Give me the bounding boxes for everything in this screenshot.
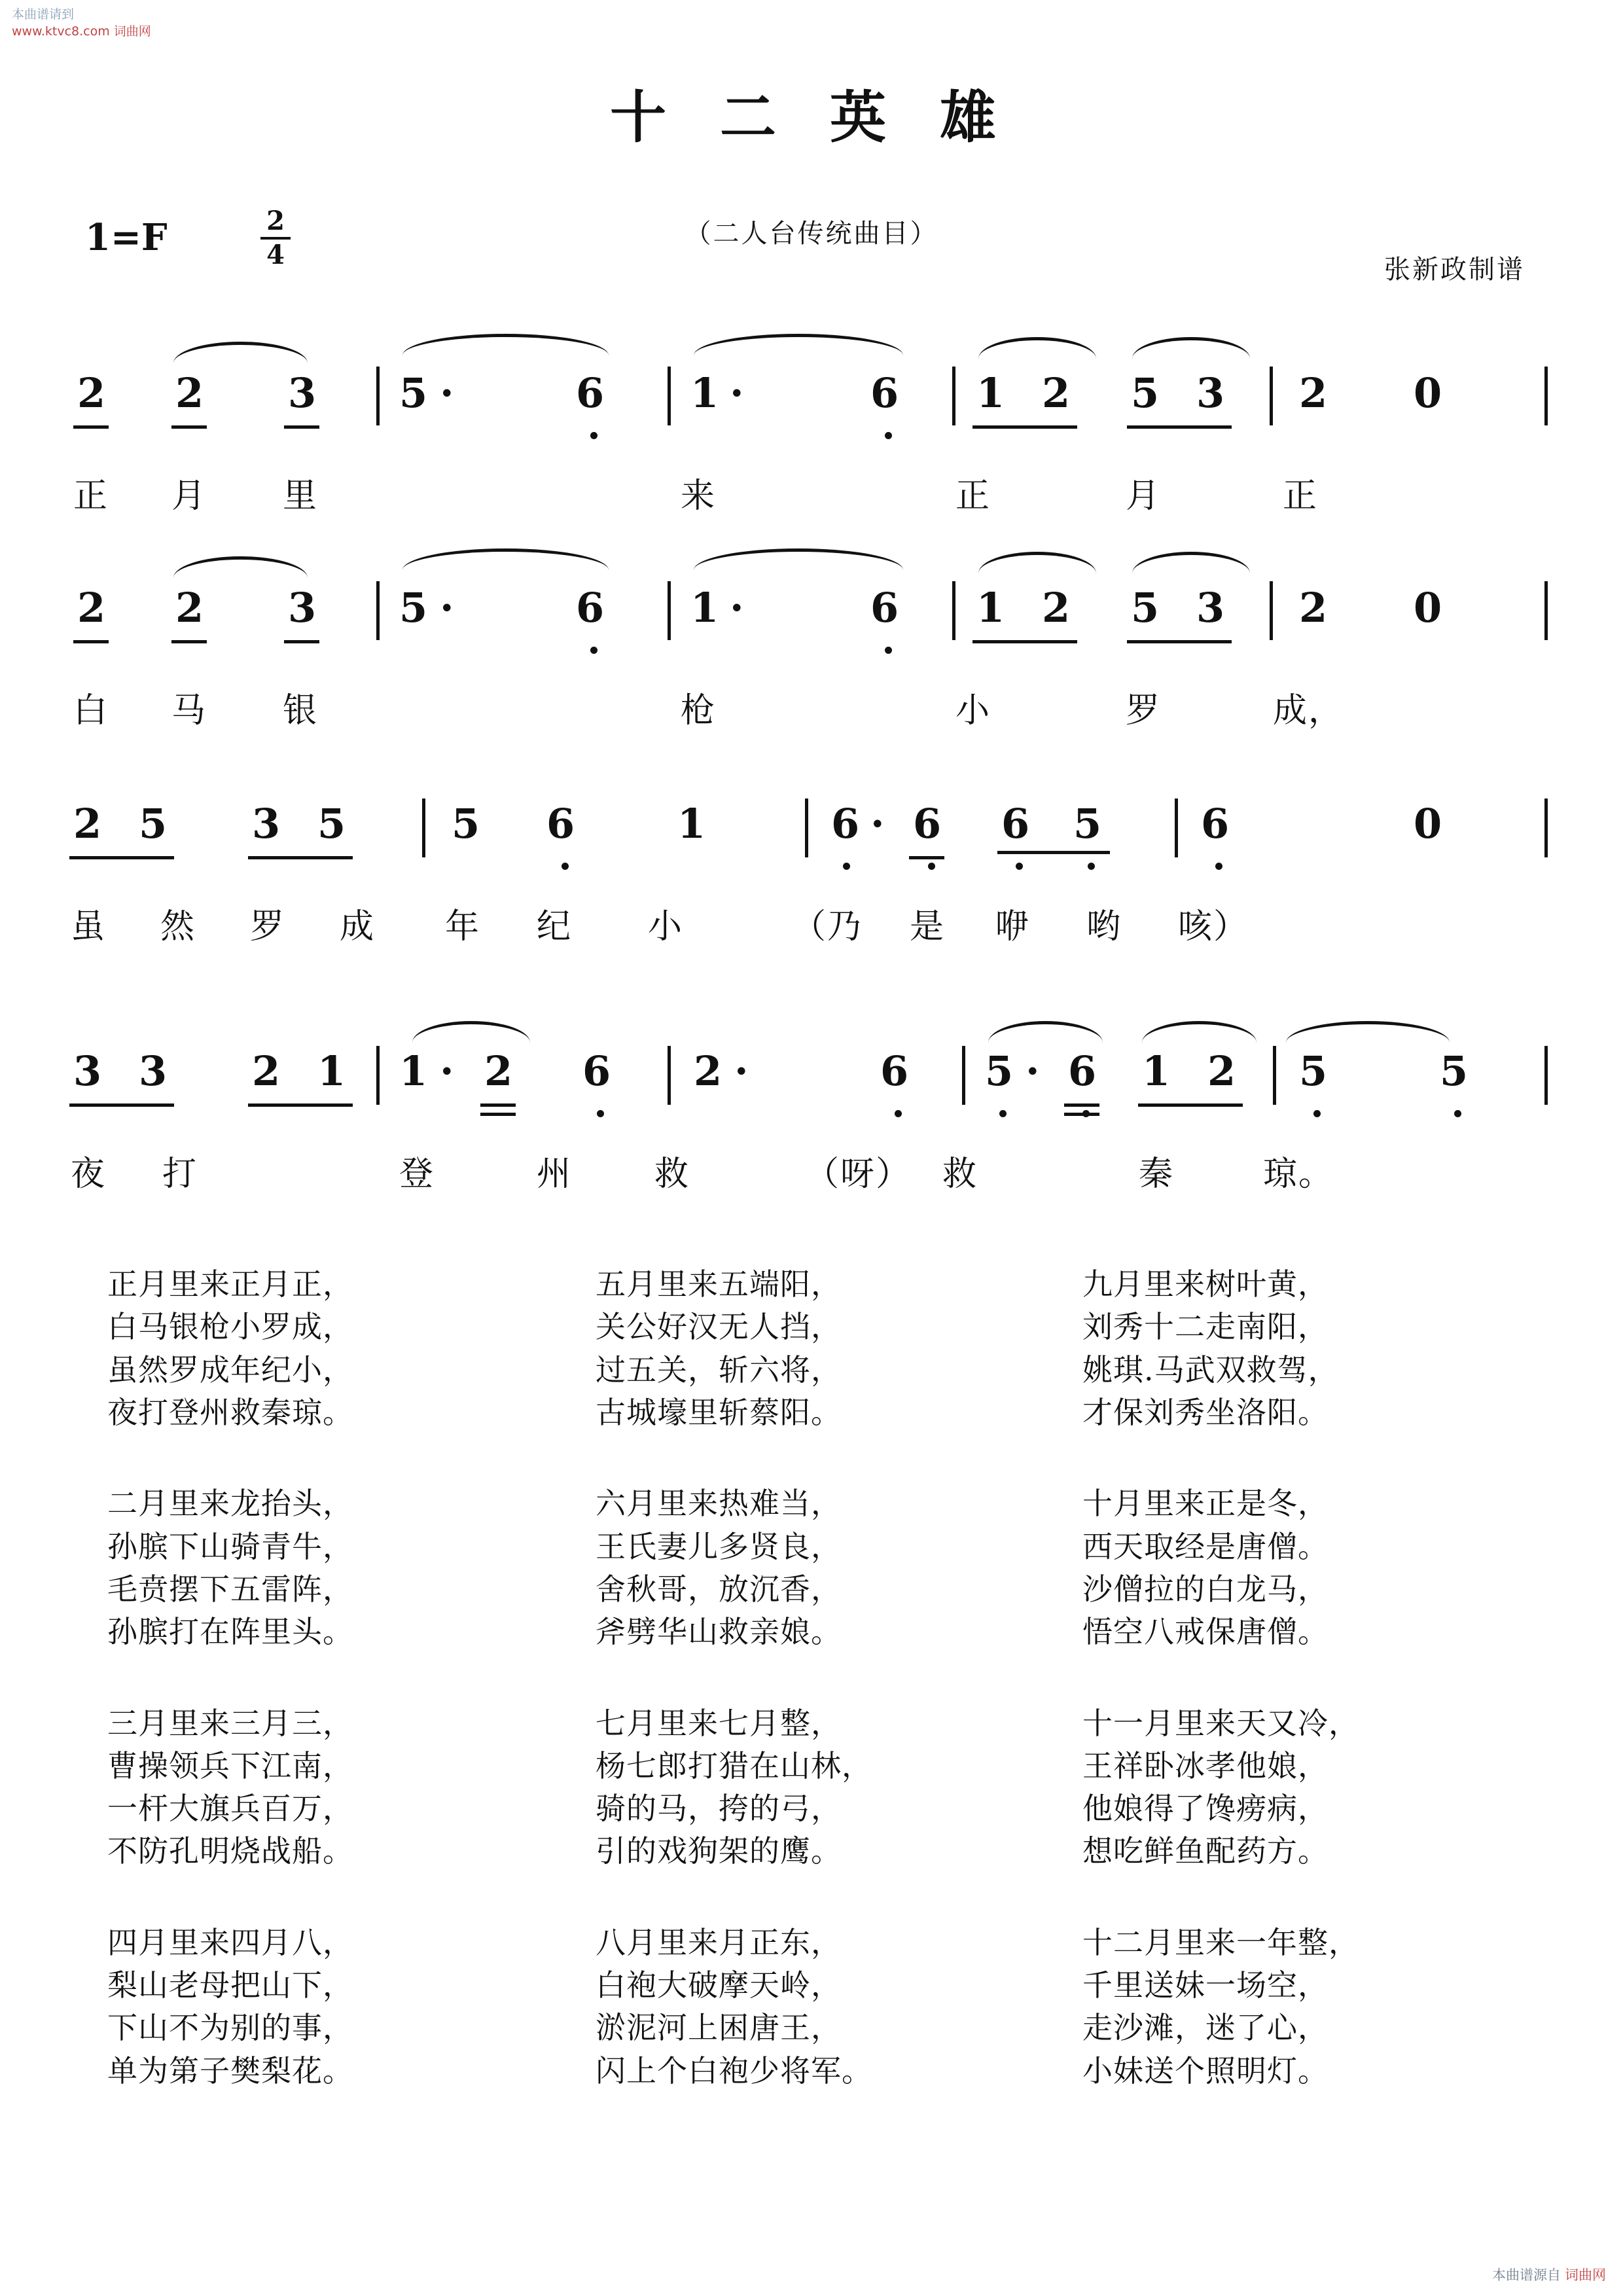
note: 1 bbox=[976, 369, 1005, 417]
octave-dot bbox=[843, 863, 850, 870]
lyric-syllable: 然 bbox=[160, 907, 196, 946]
note: 5 bbox=[452, 800, 480, 848]
note: 2 bbox=[252, 1047, 281, 1095]
octave-dot bbox=[999, 1110, 1007, 1117]
note: 2 bbox=[73, 800, 102, 848]
lyric-syllable: 虽 bbox=[71, 907, 107, 946]
note: 6 bbox=[1201, 800, 1230, 848]
lyric-syllable: 夜 bbox=[71, 1155, 107, 1194]
verse-block bbox=[589, 1702, 1034, 1873]
octave-dot bbox=[1088, 863, 1095, 870]
verse-line: 引的戏狗架的鹰。 bbox=[596, 1833, 842, 1869]
verse-line: 一杆大旗兵百万， bbox=[107, 1791, 353, 1827]
verse-column-3 bbox=[1080, 1263, 1525, 2141]
page-title: 十 二 英 雄 bbox=[610, 84, 1013, 151]
verse-block bbox=[98, 1263, 543, 1434]
beam bbox=[248, 856, 353, 859]
note: 1 bbox=[399, 1047, 428, 1095]
note: 3 bbox=[252, 800, 281, 848]
lyric-syllable: 银 bbox=[283, 691, 319, 730]
verse-block bbox=[1080, 1702, 1525, 1873]
note: 0 bbox=[1414, 369, 1442, 417]
verse-line: 正月里来正月正， bbox=[107, 1266, 353, 1302]
note: 3 bbox=[288, 584, 317, 632]
note: 0 bbox=[1414, 584, 1442, 632]
verse-line: 三月里来三月三， bbox=[107, 1705, 353, 1741]
slur-icon bbox=[694, 548, 903, 570]
lyric-syllable: 正 bbox=[1283, 476, 1319, 516]
watermark-top-left bbox=[12, 7, 151, 40]
verse-line: 想吃鲜鱼配药方。 bbox=[1082, 1833, 1329, 1869]
octave-dot bbox=[928, 863, 935, 870]
note: 6 bbox=[546, 800, 575, 848]
barline bbox=[422, 798, 425, 857]
lyric-syllable: 来 bbox=[681, 476, 717, 516]
barline bbox=[1544, 367, 1548, 425]
dot-extension: · bbox=[870, 800, 885, 848]
composer-credit: 张新政制谱 bbox=[1384, 255, 1525, 285]
slur-icon bbox=[1142, 1021, 1257, 1043]
note: 6 bbox=[870, 369, 899, 417]
barline bbox=[952, 581, 955, 640]
verse-line: 悟空八戒保唐僧。 bbox=[1082, 1614, 1329, 1650]
note: 1 bbox=[677, 800, 706, 848]
verse-line: 孙膑下山骑青牛， bbox=[107, 1528, 353, 1564]
barline bbox=[668, 1046, 671, 1105]
barline bbox=[1175, 798, 1178, 857]
note: 1 bbox=[976, 584, 1005, 632]
barline bbox=[1273, 1046, 1276, 1105]
slur-icon bbox=[988, 1021, 1103, 1043]
verse-line: 西天取经是唐僧。 bbox=[1082, 1528, 1329, 1564]
beam bbox=[69, 856, 174, 859]
beam bbox=[284, 640, 319, 643]
barline bbox=[376, 581, 380, 640]
barline bbox=[952, 367, 955, 425]
verse-line: 孙膑打在阵里头。 bbox=[107, 1614, 353, 1650]
slur-icon bbox=[1286, 1021, 1450, 1043]
verse-line: 毛贲摆下五雷阵， bbox=[107, 1571, 353, 1607]
verse-line: 沙僧拉的白龙马， bbox=[1082, 1571, 1329, 1607]
verse-line: 王祥卧冰孝他娘， bbox=[1082, 1748, 1329, 1784]
beam bbox=[73, 640, 109, 643]
slur-icon bbox=[402, 334, 609, 355]
octave-dot bbox=[1454, 1110, 1461, 1117]
beam bbox=[972, 425, 1077, 429]
note: 3 bbox=[1196, 584, 1225, 632]
note: 2 bbox=[1299, 369, 1328, 417]
slur-icon bbox=[402, 548, 609, 570]
beam bbox=[1138, 1103, 1243, 1107]
note: 5 bbox=[1131, 369, 1160, 417]
slur-icon bbox=[1132, 337, 1250, 359]
verse-line: 过五关，斩六将， bbox=[596, 1352, 842, 1388]
verse-line: 骑的马，挎的弓， bbox=[596, 1791, 842, 1827]
note: 6 bbox=[831, 800, 860, 848]
verse-line: 六月里来热难当， bbox=[596, 1486, 842, 1522]
verse-line: 十一月里来天又冷， bbox=[1082, 1705, 1359, 1741]
dot-extension: · bbox=[440, 1047, 454, 1095]
verse-line: 不防孔明烧战船。 bbox=[107, 1833, 353, 1869]
note: 0 bbox=[1414, 800, 1442, 848]
verse-block bbox=[98, 1482, 543, 1653]
verse-line: 夜打登州救秦琼。 bbox=[107, 1394, 353, 1430]
verse-block bbox=[589, 1922, 1034, 2092]
note: 5 bbox=[1440, 1047, 1469, 1095]
lyric-syllable: 纪 bbox=[537, 907, 573, 946]
lyric-syllable: 正 bbox=[73, 476, 109, 516]
octave-dot bbox=[1313, 1110, 1321, 1117]
note: 2 bbox=[694, 1047, 722, 1095]
verse-line: 古城壕里斩蔡阳。 bbox=[596, 1394, 842, 1430]
lyric-syllable: （呀） bbox=[805, 1155, 912, 1194]
beam bbox=[171, 425, 207, 429]
verse-line: 七月里来七月整， bbox=[596, 1705, 842, 1741]
barline bbox=[962, 1046, 965, 1105]
barline bbox=[668, 581, 671, 640]
beam bbox=[1064, 1113, 1099, 1116]
note: 3 bbox=[139, 1047, 168, 1095]
beam bbox=[480, 1103, 516, 1107]
lyric-syllable: 秦 bbox=[1139, 1155, 1175, 1194]
note: 6 bbox=[880, 1047, 909, 1095]
lyric-syllable: 马 bbox=[171, 691, 207, 730]
octave-dot bbox=[597, 1110, 604, 1117]
lyric-syllable: 是 bbox=[910, 907, 946, 946]
lyric-syllable: 救 bbox=[654, 1155, 690, 1194]
verse-line: 曹操领兵下江南， bbox=[107, 1748, 353, 1784]
slur-icon bbox=[694, 334, 903, 355]
dot-extension: · bbox=[440, 584, 454, 632]
verse-line: 下山不为别的事， bbox=[107, 2010, 353, 2046]
verse-line: 关公好汉无人挡， bbox=[596, 1309, 842, 1345]
octave-dot bbox=[590, 647, 597, 654]
lyric-syllable: 月 bbox=[1126, 476, 1162, 516]
verse-line: 才保刘秀坐洛阳。 bbox=[1082, 1394, 1329, 1430]
slur-icon bbox=[173, 556, 308, 578]
note: 2 bbox=[484, 1047, 513, 1095]
note: 2 bbox=[77, 369, 106, 417]
verse-line: 白袍大破摩天岭， bbox=[596, 1967, 842, 2003]
verse-line: 刘秀十二走南阳， bbox=[1082, 1309, 1329, 1345]
slur-icon bbox=[412, 1021, 530, 1043]
verse-line: 虽然罗成年纪小， bbox=[107, 1352, 353, 1388]
barline bbox=[1270, 581, 1273, 640]
lyric-syllable: 罗 bbox=[1126, 691, 1162, 730]
note: 6 bbox=[1068, 1047, 1097, 1095]
time-signature bbox=[260, 208, 291, 268]
verse-line: 他娘得了馋痨病， bbox=[1082, 1791, 1329, 1827]
beam bbox=[73, 425, 109, 429]
note: 1 bbox=[690, 584, 719, 632]
verse-line: 淤泥河上困唐王， bbox=[596, 2010, 842, 2046]
note: 2 bbox=[77, 584, 106, 632]
watermark-bottom-right-text: 本曲谱源自 bbox=[1492, 2267, 1561, 2283]
note: 3 bbox=[288, 369, 317, 417]
verse-line: 八月里来月正东， bbox=[596, 1924, 842, 1960]
dot-extension: · bbox=[734, 1047, 749, 1095]
note: 6 bbox=[1001, 800, 1030, 848]
watermark-top-left-line2: www.ktvc8.com 词曲网 bbox=[12, 24, 151, 39]
verse-columns bbox=[98, 1263, 1525, 2141]
note: 5 bbox=[985, 1047, 1014, 1095]
verse-line: 单为第子樊梨花。 bbox=[107, 2053, 353, 2089]
note: 2 bbox=[175, 584, 204, 632]
note: 3 bbox=[73, 1047, 102, 1095]
verse-line: 舍秋哥，放沉香， bbox=[596, 1571, 842, 1607]
note: 2 bbox=[1042, 584, 1071, 632]
beam bbox=[909, 856, 944, 859]
note: 6 bbox=[913, 800, 942, 848]
verse-line: 五月里来五端阳， bbox=[596, 1266, 842, 1302]
lyric-syllable: 咿 bbox=[995, 907, 1031, 946]
lyric-syllable: 哟 bbox=[1086, 907, 1122, 946]
octave-dot bbox=[1016, 863, 1023, 870]
beam bbox=[1064, 1103, 1099, 1107]
barline bbox=[376, 1046, 380, 1105]
time-signature-denominator: 4 bbox=[266, 240, 285, 270]
lyric-syllable: 正 bbox=[955, 476, 991, 516]
lyric-syllable: 州 bbox=[537, 1155, 573, 1194]
octave-dot bbox=[1215, 863, 1222, 870]
lyric-syllable: 月 bbox=[171, 476, 207, 516]
barline bbox=[668, 367, 671, 425]
verse-line: 十二月里来一年整， bbox=[1082, 1924, 1359, 1960]
slur-icon bbox=[978, 552, 1096, 573]
note: 6 bbox=[576, 584, 605, 632]
note: 3 bbox=[1196, 369, 1225, 417]
slur-icon bbox=[1132, 552, 1250, 573]
dot-extension: · bbox=[440, 369, 454, 417]
note: 5 bbox=[1131, 584, 1160, 632]
verse-block bbox=[1080, 1263, 1525, 1434]
barline bbox=[1544, 1046, 1548, 1105]
beam bbox=[997, 851, 1110, 854]
octave-dot bbox=[895, 1110, 902, 1117]
note: 5 bbox=[399, 369, 428, 417]
note: 5 bbox=[1299, 1047, 1328, 1095]
lyric-syllable: 成， bbox=[1273, 691, 1344, 730]
lyric-syllable: （乃 bbox=[792, 907, 863, 946]
note: 6 bbox=[576, 369, 605, 417]
beam bbox=[171, 640, 207, 643]
verse-block bbox=[1080, 1922, 1525, 2092]
note: 5 bbox=[317, 800, 346, 848]
note: 6 bbox=[582, 1047, 611, 1095]
page-subtitle: （二人台传统曲目） bbox=[685, 219, 938, 249]
key-signature: 1=F bbox=[85, 216, 168, 259]
lyric-syllable: 打 bbox=[162, 1155, 198, 1194]
lyric-syllable: 琼。 bbox=[1263, 1155, 1334, 1194]
lyric-syllable: 救 bbox=[942, 1155, 978, 1194]
note: 5 bbox=[399, 584, 428, 632]
beam bbox=[69, 1103, 174, 1107]
dot-extension: · bbox=[730, 369, 744, 417]
verse-line: 杨七郎打猎在山林， bbox=[596, 1748, 872, 1784]
note: 2 bbox=[1299, 584, 1328, 632]
verse-line: 四月里来四月八， bbox=[107, 1924, 353, 1960]
verse-line: 十月里来正是冬， bbox=[1082, 1486, 1329, 1522]
watermark-bottom-right bbox=[1492, 2265, 1606, 2284]
beam bbox=[248, 1103, 353, 1107]
octave-dot bbox=[590, 432, 597, 439]
beam bbox=[1127, 425, 1232, 429]
verse-line: 王氏妻儿多贤良， bbox=[596, 1528, 842, 1564]
barline bbox=[1544, 581, 1548, 640]
slur-icon bbox=[978, 337, 1096, 359]
barline bbox=[805, 798, 808, 857]
octave-dot bbox=[885, 432, 892, 439]
barline bbox=[1270, 367, 1273, 425]
lyric-syllable: 里 bbox=[283, 476, 319, 516]
note: 2 bbox=[1207, 1047, 1236, 1095]
note: 6 bbox=[870, 584, 899, 632]
verse-block bbox=[1080, 1482, 1525, 1653]
verse-column-1 bbox=[98, 1263, 543, 2141]
verse-column-2 bbox=[589, 1263, 1034, 2141]
verse-line: 二月里来龙抬头， bbox=[107, 1486, 353, 1522]
note: 1 bbox=[317, 1047, 346, 1095]
verse-line: 九月里来树叶黄， bbox=[1082, 1266, 1329, 1302]
lyric-syllable: 枪 bbox=[681, 691, 717, 730]
lyric-syllable: 登 bbox=[399, 1155, 435, 1194]
verse-line: 小妹送个照明灯。 bbox=[1082, 2053, 1329, 2089]
verse-line: 走沙滩，迷了心， bbox=[1082, 2010, 1329, 2046]
note: 5 bbox=[139, 800, 168, 848]
note: 5 bbox=[1073, 800, 1102, 848]
note: 2 bbox=[1042, 369, 1071, 417]
beam bbox=[1127, 640, 1232, 643]
verse-line: 千里送妹一场空， bbox=[1082, 1967, 1329, 2003]
slur-icon bbox=[173, 342, 308, 363]
lyric-syllable: 小 bbox=[648, 907, 684, 946]
verse-line: 姚琪.马武双救驾， bbox=[1082, 1352, 1339, 1388]
beam bbox=[480, 1113, 516, 1116]
verse-block bbox=[589, 1482, 1034, 1653]
octave-dot bbox=[885, 647, 892, 654]
verse-line: 白马银枪小罗成， bbox=[107, 1309, 353, 1345]
note: 1 bbox=[690, 369, 719, 417]
time-signature-numerator: 2 bbox=[266, 206, 285, 236]
lyric-syllable: 罗 bbox=[250, 907, 286, 946]
verse-line: 梨山老母把山下， bbox=[107, 1967, 353, 2003]
barline bbox=[1544, 798, 1548, 857]
verse-line: 斧劈华山救亲娘。 bbox=[596, 1614, 842, 1650]
lyric-syllable: 年 bbox=[445, 907, 481, 946]
beam bbox=[284, 425, 319, 429]
note: 1 bbox=[1142, 1047, 1171, 1095]
watermark-bottom-right-accent: 词曲网 bbox=[1565, 2267, 1606, 2283]
watermark-top-left-line1: 本曲谱请到 bbox=[12, 7, 75, 22]
dot-extension: · bbox=[1026, 1047, 1040, 1095]
note: 2 bbox=[175, 369, 204, 417]
verse-block bbox=[98, 1702, 543, 1873]
dot-extension: · bbox=[730, 584, 744, 632]
lyric-syllable: 白 bbox=[73, 691, 109, 730]
octave-dot bbox=[562, 863, 569, 870]
lyric-syllable: 小 bbox=[955, 691, 991, 730]
beam bbox=[972, 640, 1077, 643]
verse-block bbox=[98, 1922, 543, 2092]
lyric-syllable: 咳） bbox=[1178, 907, 1249, 946]
verse-line: 闪上个白袍少将军。 bbox=[596, 2053, 872, 2089]
verse-block bbox=[589, 1263, 1034, 1434]
barline bbox=[376, 367, 380, 425]
lyric-syllable: 成 bbox=[340, 907, 376, 946]
